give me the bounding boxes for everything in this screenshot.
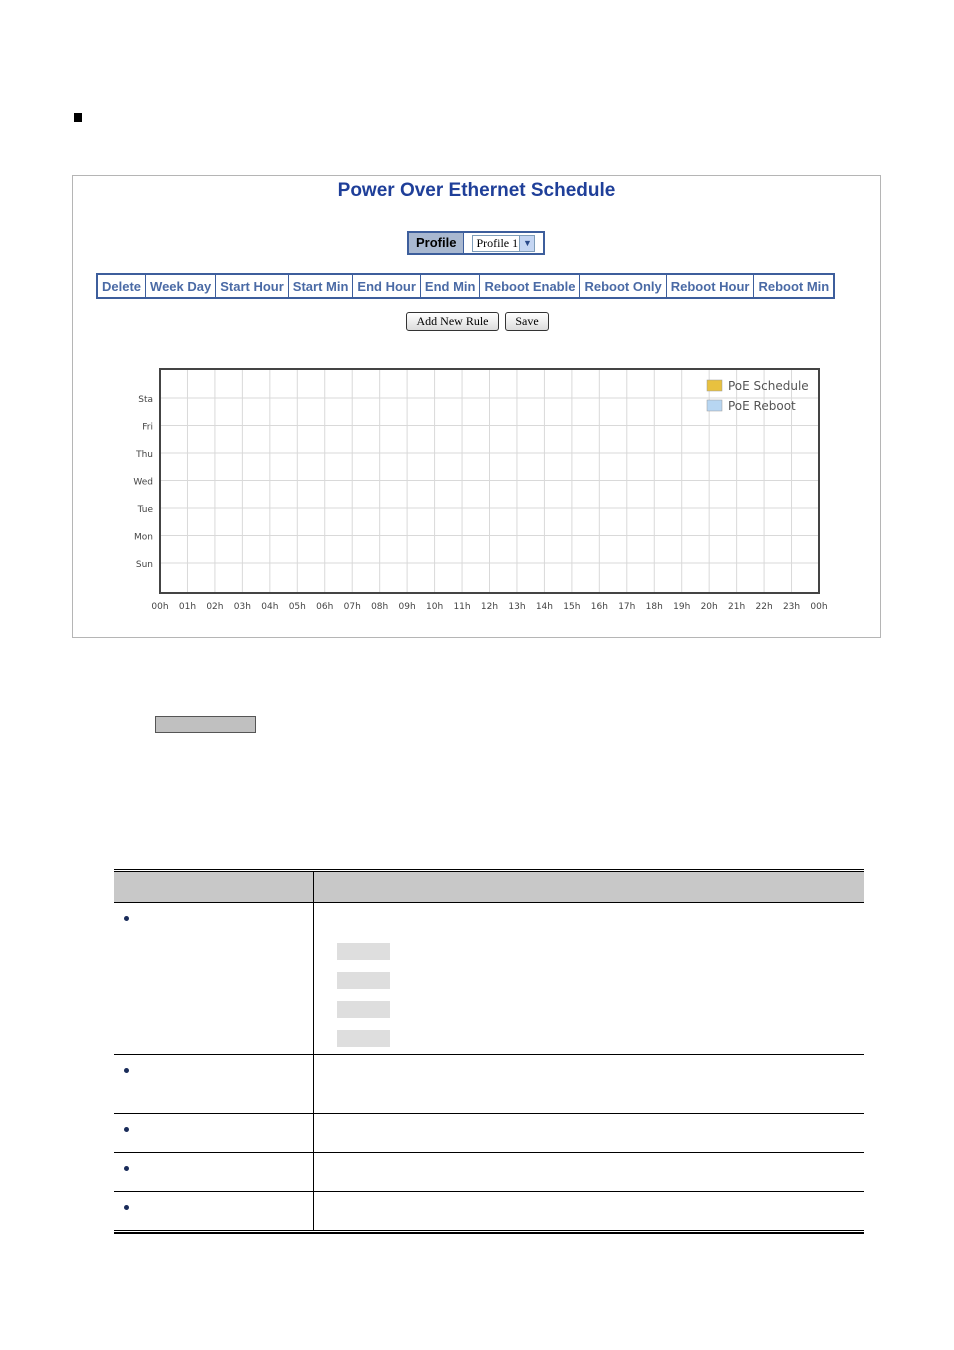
x-tick-label: 09h	[398, 602, 416, 612]
row-label-cell	[114, 1153, 314, 1191]
column-reboot-hour: Reboot Hour	[666, 274, 754, 298]
column-delete: Delete	[97, 274, 146, 298]
x-tick-label: 22h	[755, 602, 773, 612]
chevron-down-icon[interactable]: ▼	[519, 236, 534, 251]
column-start-min: Start Min	[288, 274, 353, 298]
row-label-cell	[114, 1055, 314, 1113]
column-reboot-only: Reboot Only	[580, 274, 666, 298]
add-new-rule-button[interactable]: Add New Rule	[406, 312, 499, 331]
chart-y-axis	[133, 395, 153, 570]
x-tick-label: 10h	[426, 602, 444, 612]
x-tick-label: 19h	[673, 602, 691, 612]
x-tick-label: 12h	[480, 602, 499, 612]
legend-swatch	[707, 400, 722, 411]
row-description-cell	[314, 1055, 864, 1113]
x-tick-label: 15h	[563, 602, 581, 612]
save-button[interactable]: Save	[505, 312, 549, 331]
table-row	[114, 1192, 864, 1231]
profile-label: Profile	[409, 233, 464, 253]
y-tick-label: Sun	[135, 560, 153, 570]
y-tick-label: Thu	[136, 450, 153, 460]
row-description-cell	[314, 1114, 864, 1152]
y-tick-label: Tue	[137, 505, 153, 515]
x-tick-label: 01h	[178, 602, 197, 612]
y-tick-label: Sta	[138, 395, 153, 405]
x-tick-label: 23h	[782, 602, 801, 612]
x-tick-label: 16h	[590, 602, 608, 612]
table-row	[114, 1114, 864, 1153]
x-tick-label: 11h	[453, 602, 471, 612]
option-chip	[337, 1030, 390, 1047]
gray-bar-button[interactable]	[155, 716, 256, 733]
schedule-chart	[0, 0, 954, 640]
bullet-icon	[124, 916, 129, 921]
option-chip	[337, 943, 390, 960]
chart-x-axis	[151, 602, 827, 612]
row-label-cell	[114, 1114, 314, 1152]
y-tick-label: Mon	[134, 532, 153, 543]
column-week-day: Week Day	[146, 274, 216, 298]
x-tick-label: 17h	[618, 602, 636, 612]
column-end-min: End Min	[420, 274, 480, 298]
bullet-icon	[124, 1166, 129, 1171]
x-tick-label: 00h	[151, 602, 169, 612]
bullet-icon	[124, 1068, 129, 1073]
x-tick-label: 00h	[810, 602, 828, 612]
x-tick-label: 14h	[535, 602, 553, 612]
header-cell-description	[314, 872, 864, 902]
table-header-row	[114, 872, 864, 903]
option-chip	[337, 1001, 390, 1018]
x-tick-label: 21h	[728, 602, 746, 612]
profile-select-value: Profile 1	[476, 236, 519, 250]
x-tick-label: 05h	[288, 602, 306, 612]
column-start-hour: Start Hour	[216, 274, 289, 298]
table-bottom-rule	[114, 1230, 864, 1234]
bullet-icon	[124, 1127, 129, 1132]
y-tick-label: Fri	[142, 422, 153, 433]
legend-swatch	[707, 380, 722, 391]
x-tick-label: 03h	[233, 602, 251, 612]
legend-label: PoE Schedule	[728, 379, 809, 393]
x-tick-label: 06h	[316, 602, 334, 612]
row-description-cell	[314, 1192, 864, 1230]
header-cell-object	[114, 872, 314, 902]
option-chip	[337, 972, 390, 989]
x-tick-label: 18h	[645, 602, 663, 612]
row-description-cell	[314, 1153, 864, 1191]
chart-legend	[707, 379, 809, 413]
table-row	[114, 903, 864, 1055]
row-label-cell	[114, 903, 314, 1054]
page-title: Power Over Ethernet Schedule	[337, 180, 616, 201]
y-tick-label: Wed	[133, 477, 153, 488]
x-tick-label: 02h	[206, 602, 224, 612]
table-row	[114, 1153, 864, 1192]
column-reboot-enable: Reboot Enable	[480, 274, 580, 298]
column-reboot-min: Reboot Min	[754, 274, 834, 298]
x-tick-label: 04h	[261, 602, 279, 612]
x-tick-label: 08h	[371, 602, 389, 612]
table-row	[114, 1055, 864, 1114]
bullet-icon	[124, 1205, 129, 1210]
row-description-cell	[314, 903, 864, 1054]
x-tick-label: 07h	[343, 602, 361, 612]
column-end-hour: End Hour	[353, 274, 421, 298]
row-label-cell	[114, 1192, 314, 1230]
legend-label: PoE Reboot	[728, 399, 796, 413]
x-tick-label: 20h	[700, 602, 718, 612]
x-tick-label: 13h	[508, 602, 526, 612]
